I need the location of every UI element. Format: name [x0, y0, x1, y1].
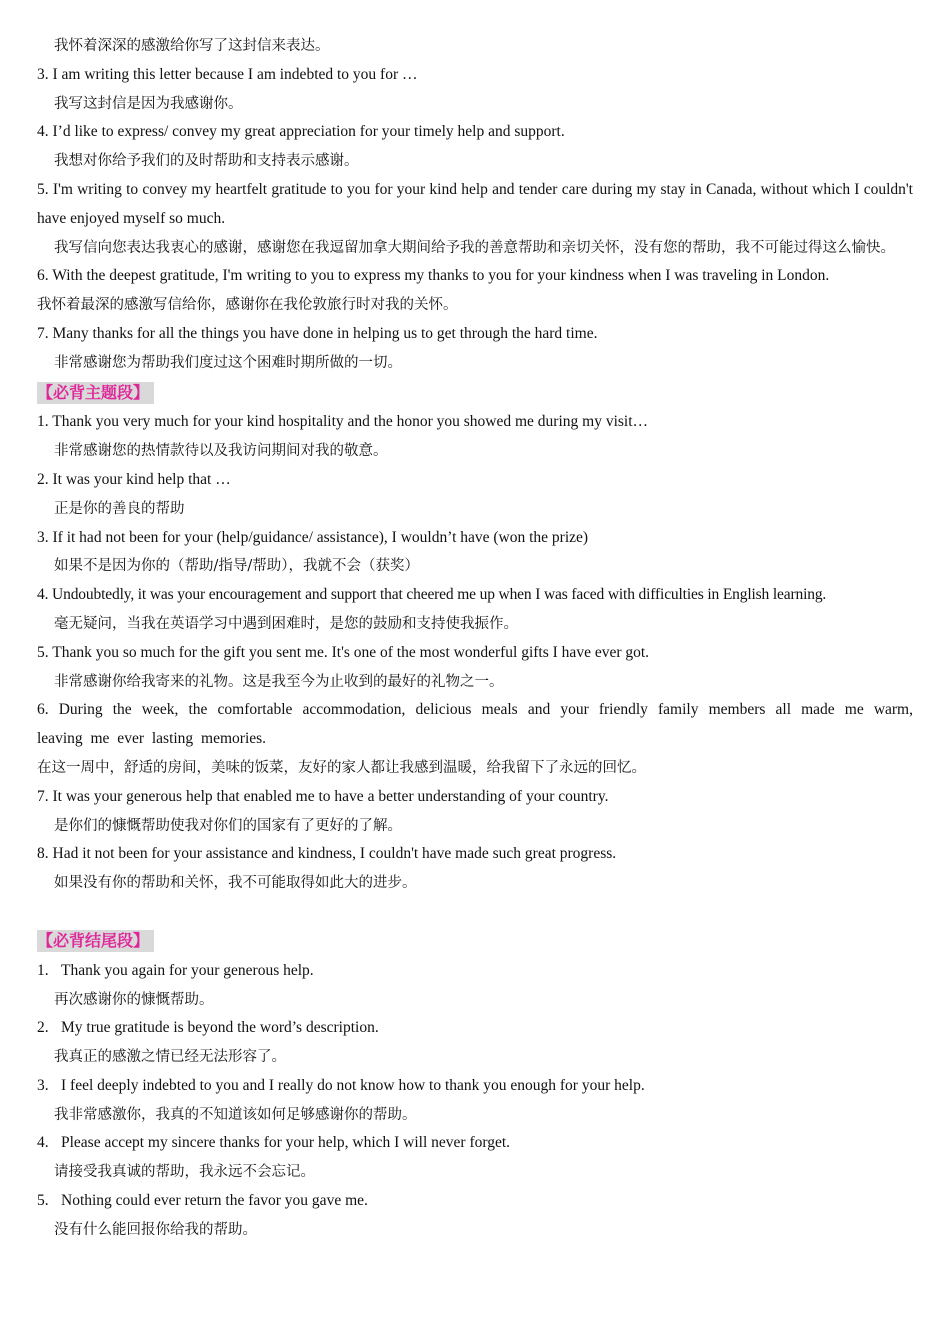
body-en-1: 2. It was your kind help that … — [37, 470, 231, 488]
body-cn-7: 如果没有你的帮助和关怀，我不可能取得如此大的进步。 — [54, 875, 417, 892]
closing-item-4 — [37, 1187, 913, 1216]
section-spacer — [37, 898, 913, 926]
closing-cn-1: 我真正的感激之情已经无法形容了。 — [54, 1049, 286, 1066]
closing-en-2: I feel deeply indebted to you and I really do not know how to thank you enough for your help. — [61, 1076, 645, 1094]
closing-num-1: 2. — [37, 1019, 49, 1037]
body-section-heading: 【必背主题段】 — [37, 382, 154, 404]
opening-cn-3: 我写信向您表达我衷心的感谢，感谢您在我逗留加拿大期间给予我的善意帮助和亲切关怀，没有您的帮助，我不可能过得这么愉快。 — [54, 239, 895, 256]
body-en-2: 3. If it had not been for your (help/guidance/ assistance), I wouldn’t have (won the prize) — [37, 528, 589, 546]
body-cn-6: 是你们的慷慨帮助使我对你们的国家有了更好的了解。 — [54, 817, 402, 834]
body-en-3: 4. Undoubtedly, it was your encouragement and support that cheered me up when I was faced with difficulties in English learning. — [37, 586, 827, 604]
closing-num-3: 4. — [37, 1134, 49, 1152]
closing-item-1 — [37, 1014, 913, 1043]
closing-num-2: 3. — [37, 1076, 49, 1094]
body-cn-4: 非常感谢你给我寄来的礼物。这是我至今为止收到的最好的礼物之一。 — [54, 673, 504, 690]
body-en-5: 6. During the week, the comfortable accommodation, delicious meals and your friendly family members all made me warm, leaving me ever lasting memories. — [37, 701, 913, 748]
closing-section-heading: 【必背结尾段】 — [37, 930, 154, 952]
body-en-4: 5. Thank you so much for the gift you sent me. It's one of the most wonderful gifts I have ever got. — [37, 643, 650, 661]
body-cn-1: 正是你的善良的帮助 — [54, 500, 185, 517]
opening-cn-2: 我想对你给予我们的及时帮助和支持表示感谢。 — [54, 153, 359, 170]
closing-en-3: Please accept my sincere thanks for your help, which I will never forget. — [61, 1134, 511, 1152]
body-en-7: 8. Had it not been for your assistance and kindness, I couldn't have made such great progress. — [37, 845, 617, 863]
closing-en-1: My true gratitude is beyond the word’s description. — [61, 1019, 379, 1037]
opening-cn-0: 我怀着深深的感激给你写了这封信来表达。 — [54, 38, 330, 54]
opening-en-2: 4. I’d like to express/ convey my great appreciation for your timely help and support. — [37, 123, 565, 141]
body-cn-3: 毫无疑问，当我在英语学习中遇到困难时，是您的鼓励和支持使我振作。 — [54, 615, 518, 632]
closing-en-0: Thank you again for your generous help. — [61, 961, 314, 979]
opening-en-3: 5. I'm writing to convey my heartfelt gratitude to you for your kind help and tender care during my stay in Canada, without which I couldn't have enjoyed myself so much. — [37, 180, 913, 227]
body-en-0: 1. Thank you very much for your kind hospitality and the honor you showed me during my visit… — [37, 413, 649, 431]
closing-item-3 — [37, 1129, 913, 1158]
body-en-6: 7. It was your generous help that enabled me to have a better understanding of your country. — [37, 787, 609, 805]
body-cn-0: 非常感谢您的热情款待以及我访问期间对我的敬意。 — [54, 443, 388, 460]
document-page — [37, 32, 913, 1245]
opening-cn-4: 我怀着最深的感激写信给你，感谢你在我伦敦旅行时对我的关怀。 — [37, 297, 458, 314]
closing-cn-4: 没有什么能回报你给我的帮助。 — [54, 1221, 257, 1238]
closing-num-0: 1. — [37, 961, 49, 979]
opening-en-4: 6. With the deepest gratitude, I'm writing to you to express my thanks to you for your kindness when I was traveling in London. — [37, 267, 830, 285]
opening-cn-1: 我写这封信是因为我感谢你。 — [54, 95, 243, 112]
opening-cn-5: 非常感谢您为帮助我们度过这个困难时期所做的一切。 — [54, 354, 402, 371]
closing-en-4: Nothing could ever return the favor you gave me. — [61, 1192, 368, 1210]
closing-cn-0: 再次感谢你的慷慨帮助。 — [54, 991, 214, 1008]
closing-item-0 — [37, 957, 913, 986]
closing-cn-2: 我非常感激你，我真的不知道该如何足够感谢你的帮助。 — [54, 1106, 417, 1123]
opening-en-5: 7. Many thanks for all the things you have done in helping us to get through the hard time. — [37, 324, 598, 342]
body-cn-2: 如果不是因为你的（帮助/指导/帮助），我就不会（获奖） — [54, 558, 420, 575]
closing-num-4: 5. — [37, 1192, 49, 1210]
closing-item-2 — [37, 1072, 913, 1101]
opening-en-1: 3. I am writing this letter because I am indebted to you for … — [37, 65, 418, 83]
closing-cn-3: 请接受我真诚的帮助，我永远不会忘记。 — [54, 1164, 315, 1181]
body-cn-5: 在这一周中，舒适的房间，美味的饭菜，友好的家人都让我感到温暖，给我留下了永远的回忆。 — [37, 759, 646, 776]
